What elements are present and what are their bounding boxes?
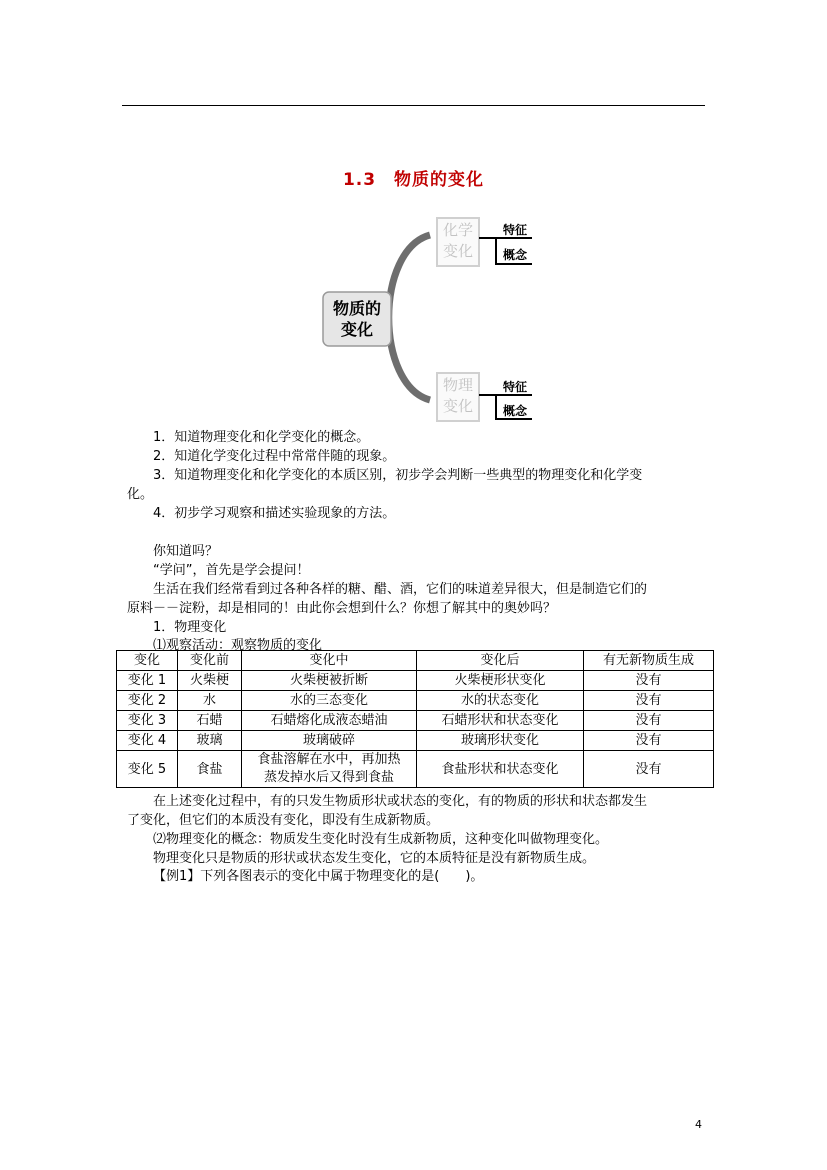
table-cell: 石蜡形状和状态变化 bbox=[417, 711, 584, 731]
example-text: 下列各图表示的变化中属于物理变化的是( )。 bbox=[200, 869, 484, 884]
table-row bbox=[117, 731, 714, 751]
mindmap-bottom-node bbox=[437, 375, 479, 417]
table-cell: 火柴梗形状变化 bbox=[417, 671, 584, 691]
header-rule bbox=[122, 105, 705, 106]
section-heading: 1．物理变化 bbox=[153, 620, 227, 635]
table-cell: 没有 bbox=[584, 691, 714, 711]
mindmap-bottom-node-line2: 变化 bbox=[442, 397, 473, 415]
observation-table bbox=[116, 650, 714, 788]
intro-quote: “学问”，首先是学会提问！ bbox=[153, 563, 310, 578]
mindmap-top-node-line2: 变化 bbox=[442, 242, 473, 260]
table-row bbox=[117, 671, 714, 691]
table-header-cell: 有无新物质生成 bbox=[584, 651, 714, 671]
table-header-cell: 变化 bbox=[117, 651, 178, 671]
table-cell: 火柴梗被折断 bbox=[242, 671, 417, 691]
objective-3: 3．知道物理变化和化学变化的本质区别，初步学会判断一些典型的物理变化和化学变 bbox=[153, 468, 643, 483]
table-cell: 水的状态变化 bbox=[417, 691, 584, 711]
intro-question: 你知道吗？ bbox=[153, 544, 219, 559]
concept-definition: ⑵物理变化的概念：物质发生变化时没有生成新物质，这种变化叫做物理变化。 bbox=[153, 832, 609, 847]
table-cell-line: 蒸发掉水后又得到食盐 bbox=[263, 770, 394, 785]
table-cell: 食盐 bbox=[178, 751, 242, 788]
page-title: 1.3 物质的变化 bbox=[342, 170, 485, 190]
body-text-2: 了变化，但它们的本质没有变化，即没有生成新物质。 bbox=[127, 813, 440, 828]
table-cell bbox=[242, 751, 417, 788]
mindmap-bottom-node-line1: 物理 bbox=[442, 376, 473, 394]
table-cell: 玻璃破碎 bbox=[242, 731, 417, 751]
intro-paragraph-2: 原料－－淀粉，却是相同的！由此你会想到什么？你想了解其中的奥妙吗？ bbox=[127, 601, 557, 616]
table-cell: 没有 bbox=[584, 751, 714, 788]
concept-essence: 物理变化只是物质的形状或状态发生变化，它的本质特征是没有新物质生成。 bbox=[153, 851, 596, 866]
mindmap-top-item-concept: 概念 bbox=[503, 248, 528, 262]
table-cell: 玻璃 bbox=[178, 731, 242, 751]
table-row bbox=[117, 711, 714, 731]
table-cell: 变化 4 bbox=[117, 731, 178, 751]
table-row bbox=[117, 691, 714, 711]
activity-heading: ⑴观察活动：观察物质的变化 bbox=[153, 638, 323, 653]
table-cell: 水的三态变化 bbox=[242, 691, 417, 711]
table-cell: 玻璃形状变化 bbox=[417, 731, 584, 751]
table-cell: 变化 5 bbox=[117, 751, 178, 788]
example-tag: 【例1】 bbox=[153, 869, 201, 884]
table-header-cell: 变化前 bbox=[178, 651, 242, 671]
table-cell: 食盐形状和状态变化 bbox=[417, 751, 584, 788]
table-cell: 没有 bbox=[584, 711, 714, 731]
objective-2: 2．知道化学变化过程中常常伴随的现象。 bbox=[153, 449, 396, 464]
table-header-cell: 变化后 bbox=[417, 651, 584, 671]
objective-4: 4．初步学习观察和描述实验现象的方法。 bbox=[153, 506, 396, 521]
table-cell-line: 食盐溶解在水中，再加热 bbox=[257, 752, 401, 767]
example-1 bbox=[153, 865, 483, 884]
table-cell: 没有 bbox=[584, 671, 714, 691]
intro-paragraph-1: 生活在我们经常看到过各种各样的糖、醋、酒，它们的味道差异很大，但是制造它们的 bbox=[153, 582, 648, 597]
mindmap-top-node-line1: 化学 bbox=[442, 221, 473, 239]
mindmap-center-line2: 变化 bbox=[340, 320, 373, 339]
mindmap-center-line1: 物质的 bbox=[332, 299, 381, 318]
table-cell: 水 bbox=[178, 691, 242, 711]
table-row bbox=[117, 751, 714, 788]
page-number: 4 bbox=[695, 1118, 702, 1131]
objective-3-cont: 化。 bbox=[127, 487, 154, 502]
table-cell: 石蜡 bbox=[178, 711, 242, 731]
table-cell: 石蜡熔化成液态蜡油 bbox=[242, 711, 417, 731]
table-header-row bbox=[117, 651, 714, 671]
mindmap-center-label bbox=[323, 298, 391, 340]
table-cell: 变化 2 bbox=[117, 691, 178, 711]
table-header-cell: 变化中 bbox=[242, 651, 417, 671]
mindmap-bottom-item-feature: 特征 bbox=[503, 380, 528, 394]
table-cell: 火柴梗 bbox=[178, 671, 242, 691]
table-cell: 变化 3 bbox=[117, 711, 178, 731]
objective-1: 1．知道物理变化和化学变化的概念。 bbox=[153, 430, 370, 445]
mindmap-top-item-feature: 特征 bbox=[503, 223, 528, 237]
body-text-1: 在上述变化过程中，有的只发生物质形状或状态的变化，有的物质的形状和状态都发生 bbox=[153, 794, 648, 809]
mindmap-bottom-item-concept: 概念 bbox=[503, 404, 528, 418]
mindmap-top-node bbox=[437, 220, 479, 262]
mindmap-arc bbox=[389, 235, 430, 400]
table-cell: 变化 1 bbox=[117, 671, 178, 691]
mindmap bbox=[320, 210, 540, 425]
table-cell: 没有 bbox=[584, 731, 714, 751]
